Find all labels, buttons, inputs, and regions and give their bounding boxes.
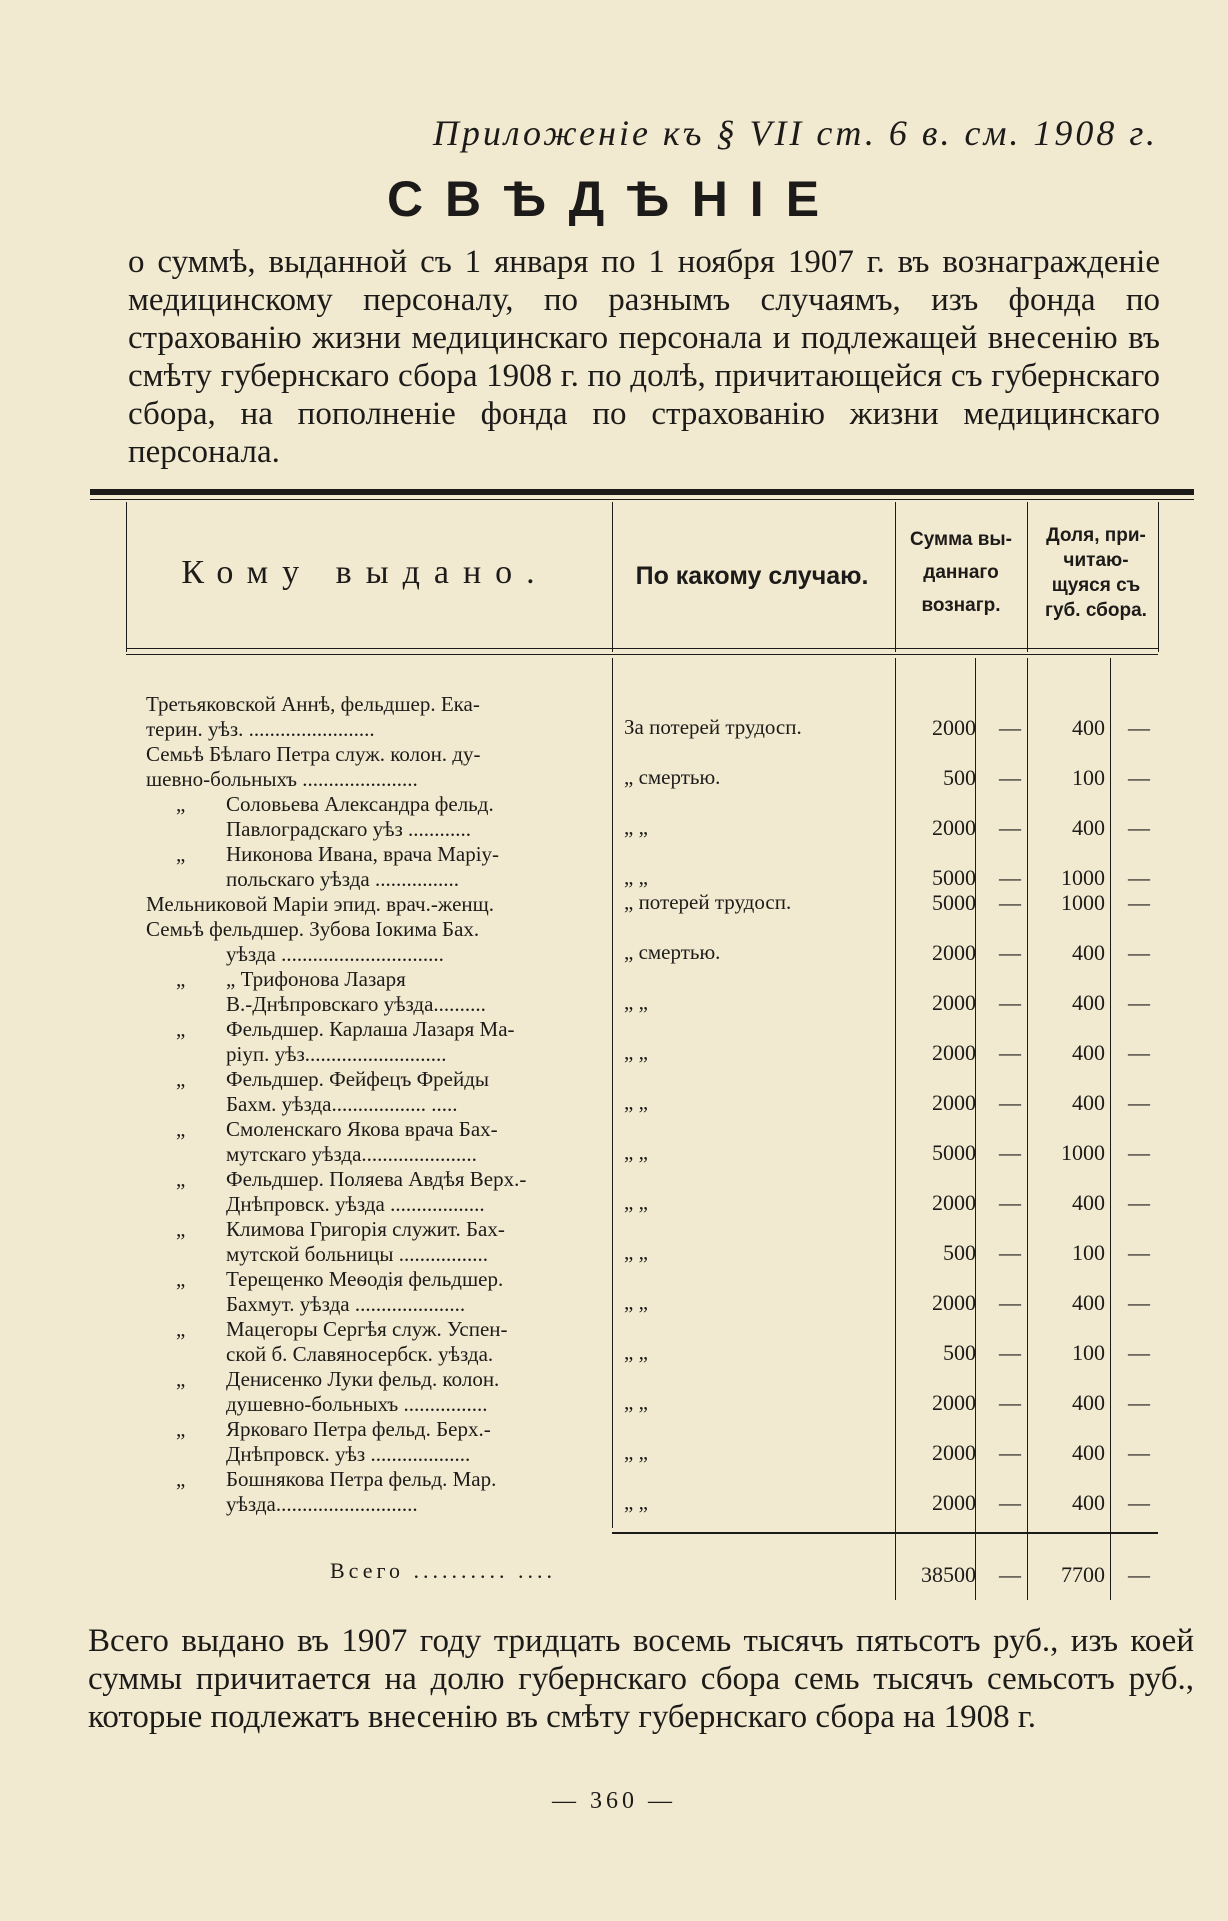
- recipient-line: Ярковаго Петра фельд. Берх.-: [226, 1417, 491, 1441]
- share-cell: 1000: [1061, 1140, 1105, 1165]
- recipient-line: Никонова Ивана, врача Маріу-: [226, 842, 500, 866]
- header-divider: [612, 502, 613, 652]
- column-header-recipient: Кому выдано.: [181, 554, 549, 591]
- table-row: [146, 742, 602, 792]
- ditto-mark: „: [176, 1217, 186, 1241]
- ditto-mark: „: [176, 1067, 186, 1091]
- share-dash: —: [1128, 1240, 1150, 1265]
- reason-cell: „ „: [624, 1140, 648, 1164]
- share-dash: —: [1128, 865, 1150, 890]
- ditto-mark: „: [176, 1017, 186, 1041]
- sum-cell: 2000: [932, 940, 976, 965]
- sum-dash: —: [999, 765, 1021, 790]
- sum-dash: —: [999, 1040, 1021, 1065]
- recipient-line: Бахм. уѣзда.................. .....: [226, 1092, 458, 1116]
- sum-cell: 2000: [932, 990, 976, 1015]
- sum-dash: —: [999, 1440, 1021, 1465]
- share-cell: 100: [1072, 1240, 1105, 1265]
- share-cell: 400: [1072, 1290, 1105, 1315]
- share-dash: —: [1128, 1040, 1150, 1065]
- sum-dash: —: [999, 1290, 1021, 1315]
- recipient-line: Соловьева Александра фельд.: [226, 792, 494, 816]
- share-dash: —: [1128, 890, 1150, 915]
- sum-cell: 5000: [932, 1140, 976, 1165]
- sum-dash: —: [999, 865, 1021, 890]
- document-title: СВѢДѢНІЕ: [386, 171, 842, 227]
- recipient-line: мутской больницы .................: [226, 1242, 488, 1266]
- recipient-line: „ Трифонова Лазаря: [226, 967, 406, 991]
- table-row: [146, 1267, 602, 1317]
- sum-cell: 2000: [932, 1490, 976, 1515]
- sum-cell: 2000: [932, 1290, 976, 1315]
- recipient-line: Мацегоры Сергѣя служ. Успен-: [226, 1317, 508, 1341]
- sum-cell: 2000: [932, 815, 976, 840]
- total-sum: 38500: [921, 1562, 976, 1587]
- recipient-line: Фельдшер. Фейфецъ Фрейды: [226, 1067, 490, 1091]
- table-row: [146, 917, 602, 967]
- sum-dash: —: [999, 1190, 1021, 1215]
- ditto-mark: „: [176, 792, 186, 816]
- table-row: [146, 1467, 602, 1517]
- appendix-reference: Приложеніе къ § VII ст. 6 в. см. 1908 г.: [432, 113, 1158, 153]
- sum-cell: 2000: [932, 1440, 976, 1465]
- share-cell: 100: [1072, 1340, 1105, 1365]
- sum-cell: 500: [943, 1340, 976, 1365]
- sum-dash: —: [999, 1090, 1021, 1115]
- table-row: [146, 1017, 602, 1067]
- share-dash: —: [1128, 1190, 1150, 1215]
- header-bottom-rule: [126, 648, 1158, 649]
- reason-cell: „ „: [624, 1440, 648, 1464]
- ditto-mark: „: [176, 1417, 186, 1441]
- share-cell: 400: [1072, 1090, 1105, 1115]
- reason-cell: „ „: [624, 865, 648, 889]
- sum-cell: 2000: [932, 1090, 976, 1115]
- share-dash: —: [1128, 765, 1150, 790]
- table-border-left: [126, 502, 127, 652]
- recipient-line: Мельниковой Маріи эпид. врач.-женщ.: [146, 892, 495, 916]
- share-cell: 400: [1072, 715, 1105, 740]
- recipient-line: Павлоградскаго уѣз ............: [226, 817, 472, 841]
- recipient-line: Фельдшер. Карлаша Лазаря Ма-: [226, 1017, 515, 1041]
- sum-dash: —: [999, 1390, 1021, 1415]
- share-dash: —: [1128, 1340, 1150, 1365]
- column-header-share: Доля, при- читаю- щуяся съ губ. сбора.: [1045, 525, 1147, 621]
- ditto-mark: „: [176, 1367, 186, 1391]
- share-dash: —: [1128, 1490, 1150, 1515]
- table-row: [146, 1067, 602, 1117]
- recipient-line: Денисенко Луки фельд. колон.: [226, 1367, 500, 1391]
- sum-cell: 2000: [932, 1040, 976, 1065]
- recipient-line: мутскаго уѣзда......................: [226, 1142, 477, 1166]
- sum-cell: 500: [943, 765, 976, 790]
- column-header-sum: Сумма вы- даннаго вознагр.: [910, 529, 1012, 616]
- column-header-reason: По какому случаю.: [635, 562, 869, 590]
- table-row: [146, 792, 602, 842]
- share-cell: 400: [1072, 1490, 1105, 1515]
- reason-cell: „ „: [624, 1340, 648, 1364]
- reason-cell: „ „: [624, 1290, 648, 1314]
- share-cell: 1000: [1061, 890, 1105, 915]
- header-divider: [1027, 502, 1028, 652]
- intro-paragraph: о суммѣ, выданной съ 1 января по 1 ноября 1907 г. въ вознагражденіе медицинскому персоналу, по разнымъ случаямъ, изъ фонда по страхованію жизни медицинскаго персонала и подлежащей внесенію въ смѣту губернскаго сбора 1908 г. по долѣ, причитающейся съ губернскаго сбора, на пополненіе фонда по страхованію жизни медицинскаго персонала.: [128, 244, 1160, 470]
- table-row: [146, 1167, 602, 1217]
- ditto-mark: „: [176, 1267, 186, 1291]
- recipient-line: польскаго уѣзда ................: [226, 867, 459, 891]
- header-bottom-rule: [126, 654, 1158, 655]
- recipient-line: Семьѣ фельдшер. Зубова Іокима Бах.: [146, 917, 480, 941]
- reason-cell: „ потерей трудосп.: [624, 890, 792, 914]
- sum-dash: —: [999, 1490, 1021, 1515]
- table-row: [146, 692, 602, 742]
- ditto-mark: „: [176, 1467, 186, 1491]
- reason-cell: „ „: [624, 1390, 648, 1414]
- recipient-line: Бахмут. уѣзда .....................: [226, 1292, 466, 1316]
- table-row: [146, 1317, 602, 1367]
- share-cell: 400: [1072, 1190, 1105, 1215]
- recipient-line: Фельдшер. Поляева Авдѣя Верх.-: [226, 1167, 527, 1191]
- recipient-line: ской б. Славяносербск. уѣзда.: [226, 1342, 494, 1366]
- table-row: [146, 842, 602, 892]
- body-divider: [1110, 658, 1111, 1600]
- total-label: Всего .......... ....: [330, 1558, 556, 1583]
- share-cell: 400: [1072, 990, 1105, 1015]
- recipient-line: Третьяковской Аннѣ, фельдшер. Ека-: [146, 692, 480, 716]
- sum-dash: —: [999, 1340, 1021, 1365]
- share-cell: 400: [1072, 1040, 1105, 1065]
- total-sum-dash: —: [999, 1562, 1021, 1587]
- sum-dash: —: [999, 890, 1021, 915]
- table-row: [146, 892, 602, 917]
- reason-cell: „ „: [624, 1190, 648, 1214]
- share-dash: —: [1128, 715, 1150, 740]
- reason-cell: За потерей трудосп.: [624, 715, 802, 739]
- sum-dash: —: [999, 815, 1021, 840]
- table-row: [146, 1117, 602, 1167]
- ditto-mark: „: [176, 1317, 186, 1341]
- sum-dash: —: [999, 940, 1021, 965]
- page-number: — 360 —: [552, 1788, 676, 1814]
- recipient-line: душевно-больныхъ ................: [226, 1392, 488, 1416]
- sum-cell: 2000: [932, 715, 976, 740]
- sum-cell: 2000: [932, 1190, 976, 1215]
- reason-cell: „ „: [624, 1090, 648, 1114]
- reason-cell: „ „: [624, 1040, 648, 1064]
- sum-cell: 2000: [932, 1390, 976, 1415]
- share-dash: —: [1128, 1440, 1150, 1465]
- sum-cell: 5000: [932, 865, 976, 890]
- recipient-line: Климова Григорія служит. Бах-: [226, 1217, 505, 1241]
- table-row: [146, 1417, 602, 1467]
- sum-dash: —: [999, 990, 1021, 1015]
- summary-paragraph: Всего выдано въ 1907 году тридцать восемь тысячъ пятьсотъ руб., изъ коей суммы причитается на долю губернскаго сбора семь тысячъ семьсотъ руб., которые подлежатъ внесенію въ смѣту губернскаго сбора на 1908 г.: [88, 1623, 1194, 1735]
- recipient-line: В.-Днѣпровскаго уѣзда..........: [226, 992, 486, 1016]
- recipient-line: уѣзда ...............................: [226, 942, 444, 966]
- share-dash: —: [1128, 940, 1150, 965]
- reason-cell: „ „: [624, 1490, 648, 1514]
- ditto-mark: „: [176, 1117, 186, 1141]
- reason-cell: „ „: [624, 815, 648, 839]
- ditto-mark: „: [176, 842, 186, 866]
- share-cell: 1000: [1061, 865, 1105, 890]
- share-cell: 400: [1072, 1390, 1105, 1415]
- recipient-line: терин. уѣз. ........................: [146, 717, 375, 741]
- sum-dash: —: [999, 1140, 1021, 1165]
- sum-dash: —: [999, 1240, 1021, 1265]
- recipient-line: Днѣпровск. уѣз ...................: [226, 1442, 471, 1466]
- share-dash: —: [1128, 1090, 1150, 1115]
- sum-dash: —: [999, 715, 1021, 740]
- recipient-line: Терещенко Меѳодія фельдшер.: [226, 1267, 504, 1291]
- reason-cell: „ „: [624, 1240, 648, 1264]
- share-cell: 100: [1072, 765, 1105, 790]
- share-dash: —: [1128, 1140, 1150, 1165]
- total-share: 7700: [1061, 1562, 1105, 1587]
- sum-cell: 5000: [932, 890, 976, 915]
- reason-cell: „ „: [624, 990, 648, 1014]
- share-dash: —: [1128, 1290, 1150, 1315]
- ditto-mark: „: [176, 1167, 186, 1191]
- header-divider: [895, 502, 896, 652]
- table-row: [146, 1367, 602, 1417]
- share-cell: 400: [1072, 940, 1105, 965]
- share-dash: —: [1128, 1390, 1150, 1415]
- recipient-line: Смоленскаго Якова врача Бах-: [226, 1117, 498, 1141]
- total-rule: [612, 1532, 1158, 1534]
- total-share-dash: —: [1128, 1562, 1150, 1587]
- recipient-line: Семьѣ Бѣлаго Петра служ. колон. ду-: [146, 742, 481, 766]
- share-dash: —: [1128, 990, 1150, 1015]
- recipient-line: Бошнякова Петра фельд. Мар.: [226, 1467, 497, 1491]
- reason-cell: „ смертью.: [624, 765, 721, 789]
- body-divider: [612, 658, 613, 1528]
- share-cell: 400: [1072, 1440, 1105, 1465]
- recipient-line: ріуп. уѣз...........................: [226, 1042, 447, 1066]
- sum-cell: 500: [943, 1240, 976, 1265]
- recipient-line: шевно-больныхъ ......................: [146, 767, 418, 791]
- share-cell: 400: [1072, 815, 1105, 840]
- recipient-line: Днѣпровск. уѣзда ..................: [226, 1192, 485, 1216]
- share-dash: —: [1128, 815, 1150, 840]
- recipient-line: уѣзда...........................: [226, 1492, 418, 1516]
- table-row: [146, 967, 602, 1017]
- table-row: [146, 1217, 602, 1267]
- reason-cell: „ смертью.: [624, 940, 721, 964]
- ditto-mark: „: [176, 967, 186, 991]
